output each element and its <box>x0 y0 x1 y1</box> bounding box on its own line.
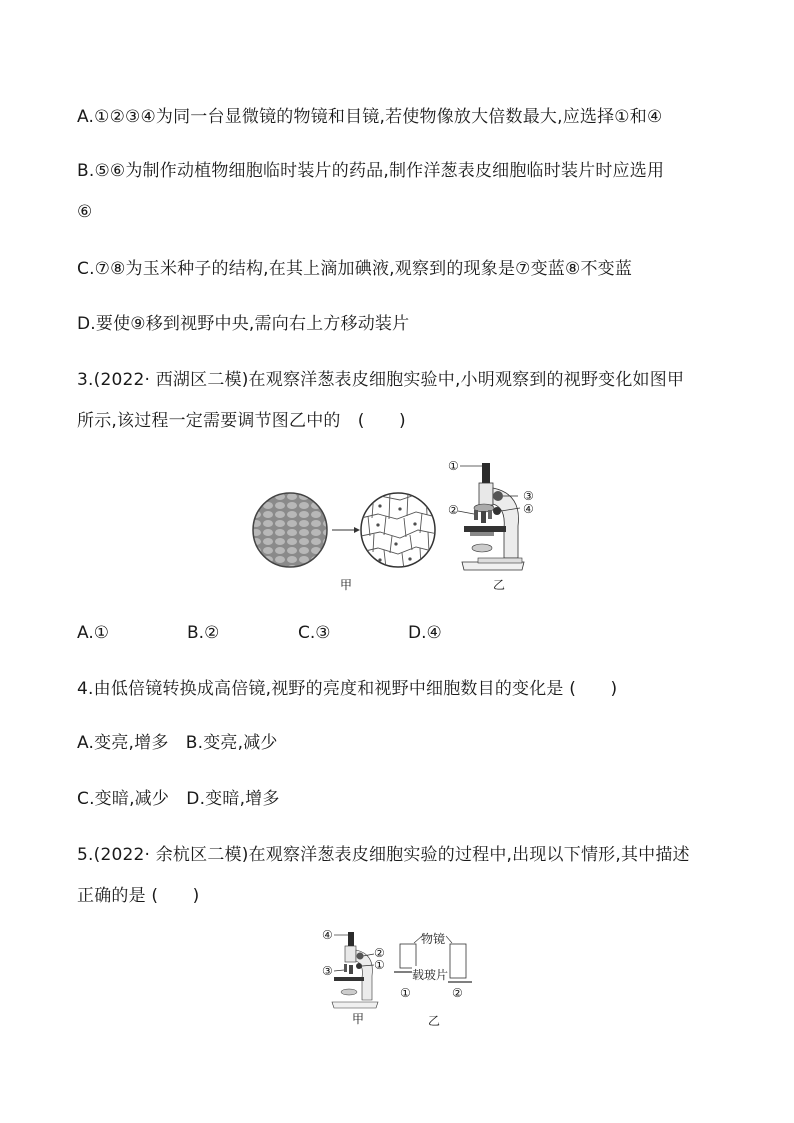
q3-label-2: ② <box>448 503 459 517</box>
q3-option-b: B.② <box>187 623 220 643</box>
q3-label-1: ① <box>448 459 459 473</box>
arrow-head <box>354 527 360 533</box>
q3-caption-jia: 甲 <box>340 578 353 592</box>
slide-label: 载玻片 <box>412 968 449 982</box>
q5-scope-label-3: ③ <box>322 964 333 978</box>
q3-figure-jia <box>250 492 440 592</box>
q2-option-b-line2: ⑥ <box>77 202 93 222</box>
q3-stem-line2: 所示,该过程一定需要调节图乙中的 ( ) <box>77 411 406 431</box>
q5-figure-jia <box>320 928 390 1024</box>
q2-option-d: D.要使⑨移到视野中央,需向右上方移动装片 <box>77 314 410 334</box>
q3-option-a: A.① <box>77 623 109 643</box>
objective-label: 物镜 <box>421 932 446 946</box>
q3-caption-yi: 乙 <box>493 578 506 592</box>
q4-options-row1: A.变亮,增多 B.变亮,减少 <box>77 733 278 753</box>
q5-setup-label-2: ② <box>452 986 463 1000</box>
q5-scope-label-2: ② <box>374 946 385 960</box>
q5-caption-jia: 甲 <box>352 1012 365 1026</box>
q2-option-a: A.①②③④为同一台显微镜的物镜和目镜,若使物像放大倍数最大,应选择①和④ <box>77 107 663 127</box>
q5-scope-label-1: ① <box>374 958 385 972</box>
q5-setup-label-1: ① <box>400 986 411 1000</box>
blurry-view-circle <box>253 493 327 567</box>
objective-right <box>450 944 466 978</box>
q4-stem: 4.由低倍镜转换成高倍镜,视野的亮度和视野中细胞数目的变化是 ( ) <box>77 679 618 699</box>
q5-caption-yi: 乙 <box>428 1014 441 1028</box>
q5-stem-line1: 5.(2022· 余杭区二模)在观察洋葱表皮细胞实验的过程中,出现以下情形,其中描述 <box>77 845 690 865</box>
q2-option-b-line1: B.⑤⑥为制作动植物细胞临时装片的药品,制作洋葱表皮细胞临时装片时应选用 <box>77 161 665 181</box>
q3-label-4: ④ <box>523 502 534 516</box>
q5-figure-yi <box>392 930 476 1026</box>
clear-view-circle <box>361 493 435 567</box>
q4-options-row2: C.变暗,减少 D.变暗,增多 <box>77 789 280 809</box>
q3-stem-line1: 3.(2022· 西湖区二模)在观察洋葱表皮细胞实验中,小明观察到的视野变化如图甲 <box>77 370 685 390</box>
q3-figure-yi <box>448 456 548 591</box>
q3-option-c: C.③ <box>298 623 331 643</box>
q3-option-d: D.④ <box>408 623 442 643</box>
q5-scope-label-4: ④ <box>322 928 333 942</box>
q5-stem-line2: 正确的是 ( ) <box>77 886 200 906</box>
q2-option-c: C.⑦⑧为玉米种子的结构,在其上滴加碘液,观察到的现象是⑦变蓝⑧不变蓝 <box>77 259 633 279</box>
q3-label-3: ③ <box>523 489 534 503</box>
objective-left <box>400 944 416 968</box>
microscope-illustration <box>448 456 548 576</box>
